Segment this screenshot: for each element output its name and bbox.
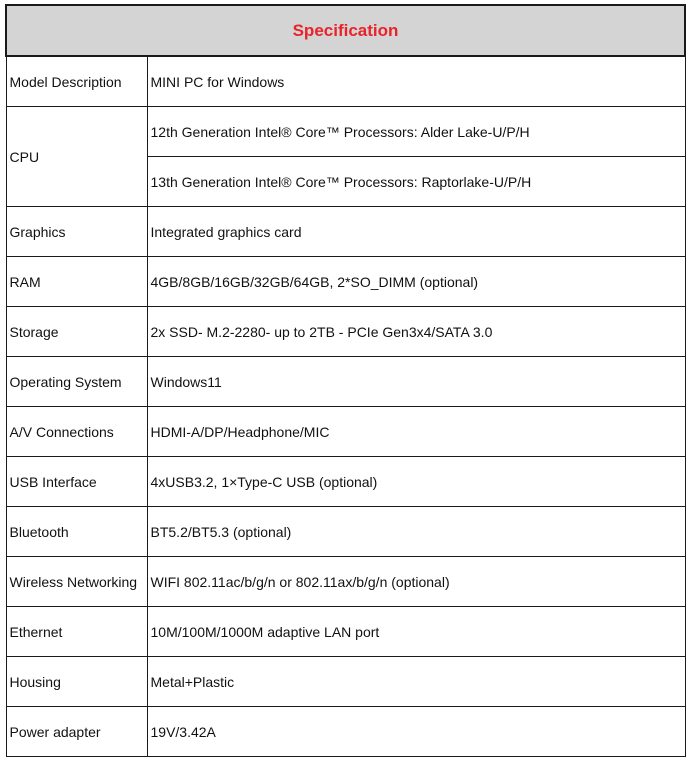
spec-label-os: Operating System bbox=[6, 357, 147, 407]
spec-label-ram: RAM bbox=[6, 257, 147, 307]
table-row bbox=[6, 607, 685, 657]
spec-label-wireless: Wireless Networking bbox=[6, 557, 147, 607]
spec-label-storage: Storage bbox=[6, 307, 147, 357]
table-title: Specification bbox=[6, 5, 685, 56]
table-row bbox=[6, 657, 685, 707]
table-row bbox=[6, 307, 685, 357]
spec-value-graphics: Integrated graphics card bbox=[147, 207, 685, 257]
table-row bbox=[6, 357, 685, 407]
spec-label-ethernet: Ethernet bbox=[6, 607, 147, 657]
spec-label-cpu: CPU bbox=[6, 107, 147, 207]
spec-value-cpu-2: 13th Generation Intel® Core™ Processors: Raptorlake-U/P/H bbox=[147, 157, 685, 207]
table-row bbox=[6, 457, 685, 507]
spec-label-usb: USB Interface bbox=[6, 457, 147, 507]
table-row bbox=[6, 557, 685, 607]
spec-value-power: 19V/3.42A bbox=[147, 707, 685, 757]
table-row bbox=[6, 407, 685, 457]
spec-label-power: Power adapter bbox=[6, 707, 147, 757]
spec-label-bluetooth: Bluetooth bbox=[6, 507, 147, 557]
spec-value-usb: 4xUSB3.2, 1×Type-C USB (optional) bbox=[147, 457, 685, 507]
spec-value-os: Windows11 bbox=[147, 357, 685, 407]
spec-value-ram: 4GB/8GB/16GB/32GB/64GB, 2*SO_DIMM (optional) bbox=[147, 257, 685, 307]
table-header-row bbox=[6, 5, 685, 56]
spec-value-cpu-1: 12th Generation Intel® Core™ Processors: Alder Lake-U/P/H bbox=[147, 107, 685, 157]
spec-value-bluetooth: BT5.2/BT5.3 (optional) bbox=[147, 507, 685, 557]
spec-label-graphics: Graphics bbox=[6, 207, 147, 257]
spec-label-model: Model Description bbox=[6, 56, 147, 107]
table-row bbox=[6, 507, 685, 557]
table-row bbox=[6, 707, 685, 757]
spec-value-ethernet: 10M/100M/1000M adaptive LAN port bbox=[147, 607, 685, 657]
spec-value-model: MINI PC for Windows bbox=[147, 56, 685, 107]
spec-value-storage: 2x SSD- M.2-2280- up to 2TB - PCIe Gen3x4/SATA 3.0 bbox=[147, 307, 685, 357]
table-row bbox=[6, 257, 685, 307]
table-row bbox=[6, 107, 685, 157]
spec-value-housing: Metal+Plastic bbox=[147, 657, 685, 707]
spec-label-av: A/V Connections bbox=[6, 407, 147, 457]
specification-table bbox=[5, 4, 686, 757]
spec-value-av: HDMI-A/DP/Headphone/MIC bbox=[147, 407, 685, 457]
table-row bbox=[6, 56, 685, 107]
table-row bbox=[6, 207, 685, 257]
spec-value-wireless: WIFI 802.11ac/b/g/n or 802.11ax/b/g/n (optional) bbox=[147, 557, 685, 607]
spec-label-housing: Housing bbox=[6, 657, 147, 707]
